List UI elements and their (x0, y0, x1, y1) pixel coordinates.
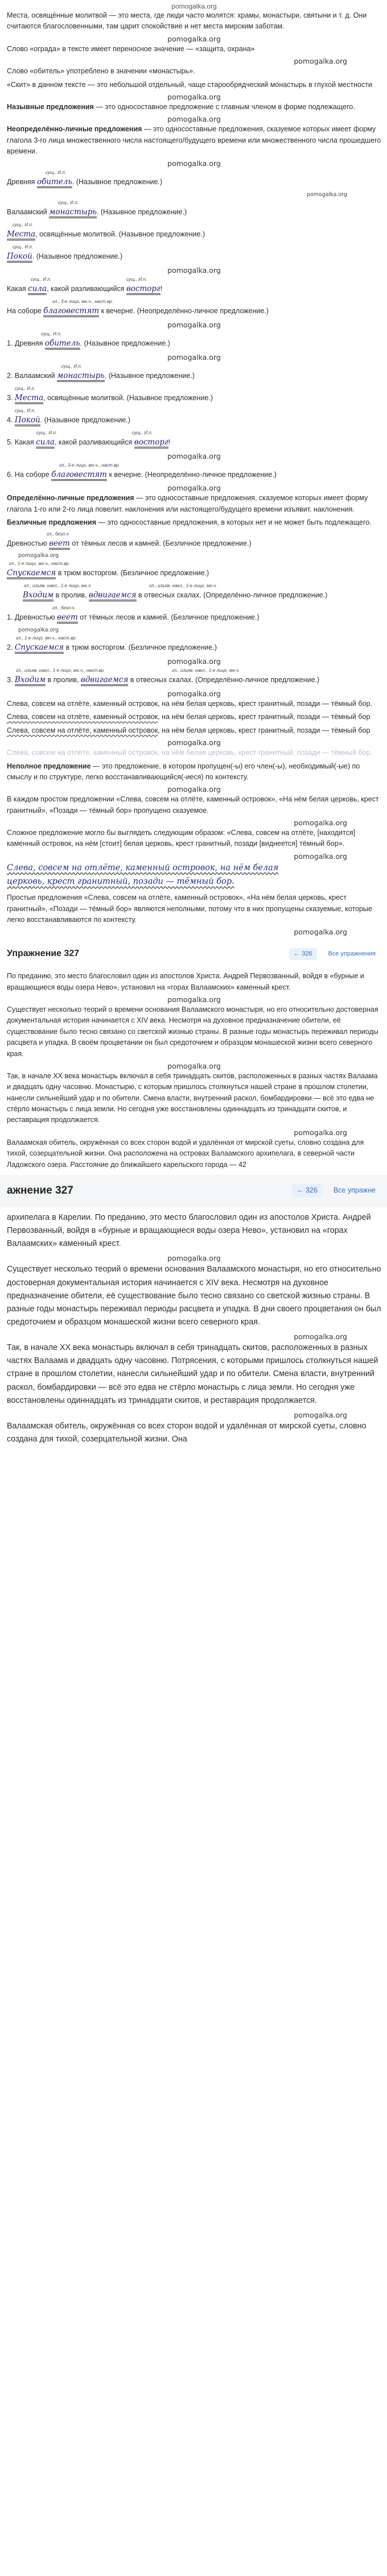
watermark: pomogalka.org (167, 995, 221, 1004)
sentence-text: к вечерне. (Неопределённо-личное предложение.) (107, 470, 277, 479)
sentence-text: Древностью (14, 613, 57, 622)
hand-sentence-a1 (7, 531, 381, 550)
predicate-word: благовестят (43, 306, 99, 317)
sentence-text: в отвесных скалах. (Определённо-личное предложение.) (128, 676, 320, 684)
subject-word: монастырь (57, 371, 105, 382)
watermark: pomogalka.org (294, 928, 347, 937)
typed-sentence-b1 (7, 605, 381, 624)
watermark: pomogalka.org (167, 266, 221, 275)
subject-word: Покой (7, 252, 32, 263)
sentence-text: от тёмных лесов и камней. (Безличное предложение.) (77, 613, 260, 622)
sentence-part: , на нём белая церковь, крест гранитный (158, 713, 293, 721)
sentence-part: Слева, совсем на отлёте, каменный островок (7, 726, 158, 734)
subject-word: Места (7, 230, 35, 240)
list-number: 2. (7, 371, 15, 380)
exercise-nav (289, 948, 380, 960)
subject-word: обитель (45, 339, 80, 350)
all-exercises-link[interactable]: Все упражне (333, 1186, 376, 1195)
sentence-text: к вечерне. (Неопределённо-личное предложение.) (99, 306, 269, 315)
sentence-text: , какой разливающийся (47, 285, 126, 293)
term: Определённо-личные предложения (7, 494, 134, 502)
definition-named (7, 102, 381, 113)
typed-sentence-4 (7, 408, 381, 426)
sentence-text: На соборе (14, 470, 52, 479)
paragraph: Слово «ограда» в тексте имеет переносное значение — «защита, охрана» (7, 44, 255, 53)
answer-paragraph: Существует несколько теорий о времени основания Валаамского монастыря, но его относительно достоверная документальная история начинается с XIV века. Несмотря на духовное предназначение обители, её существование было тесно связано со светской жизнью страны. В разные годы монастырь переживал периоды расцвета и упадка. В дни своего процветания он был средоточием и образцом монашеской жизни всего северного края. (7, 1265, 381, 1327)
grammar-annotation: сущ., И.п. (41, 331, 61, 336)
definition-text: — это предложение, в котором пропущен(-ы) его член(-ы), необходимый(-ые) по смыслу и по структуре, легко восстанавливающийся(-иеся) по контексту. (7, 762, 360, 781)
grammar-annotation: гл., безл.ч. (52, 605, 76, 611)
definition-text: — это односоставные предложения, сказуемое которых имеет форму глагола 3-го лица множественного числа настоящего/будущего времени или множественного числа прошедшего времени. (7, 125, 381, 155)
subject-word: сила (36, 438, 55, 448)
sentence-text: , освящённые молитвой. (Назывное предложение.) (35, 230, 205, 239)
grammar-annotation: гл., изъяв. накл., 1-е лицо, мн.ч. (172, 668, 240, 674)
handwritten-line: Слева, совсем на отлёте, каменный островок, на нём белая (7, 863, 279, 872)
all-exercises-link[interactable]: Все упражнения (328, 950, 376, 957)
typed-sentence-b2 (7, 635, 381, 654)
list-number: 4. (7, 416, 15, 424)
predicate-word: Спускаемся (7, 568, 56, 579)
sentence-text: . (Назывное предложение.) (96, 208, 187, 217)
hand-sentence-6 (7, 298, 381, 317)
definition-text: — это односоставные предложения, сказуемое которых имеет форму глагола 1-го или 2-го лица повелит. наклонения или настоящего/будущего времени изъявит. наклонения. (7, 494, 368, 513)
watermark: pomogalka.org (294, 1332, 347, 1341)
subject-word: Места (15, 393, 43, 404)
definition-definite-personal (7, 493, 381, 515)
paragraph: Слева, совсем на отлёте, каменный островок, на нём белая церковь, крест гранитный, позади — тёмный бор. (7, 700, 372, 708)
answer-paragraph: Так, в начале XX века монастырь включал в себя тринадцать скитов, расположенных в разных частях Валаама и двадцать одну часовню. Монастырю, с которым пришлось столкнуться нашей стране в прошлом столетии, нанесли сильнейший удар и по обители. Смена власти, внутренний раскол, бомбардировки — всё это едва не стёрло монастырь с лица земли. Но сегодня уже восстановлены одиннадцать из тринадцати скитов, и реставрация продолжается. (7, 1071, 378, 1124)
hand-sentence-3 (7, 222, 381, 240)
answer-paragraph: По преданию, это место благословил один из апостолов Христа. Андрей Первозванный, войдя в «бурные и вращающиеся воды озера Нево», установил на «горах Валаамских» каменный крест. (7, 972, 364, 991)
handwritten-sentence (7, 861, 381, 889)
answer-paragraph: Валаамская обитель, окружённая со всех сторон водой и удалённая от мирской суеты, словно создана для тихой, созерцательной жизни. Она расположена на островах Валаамского архипелага, в северной части Ладожского озера. Расстояние до ближайшего карельского города — 42 (7, 1138, 364, 1169)
sentence-text: в отвесных скалах. (Определённо-личное предложение.) (136, 591, 328, 600)
term: Неполное предложение (7, 762, 91, 770)
watermark: pomogalka.org (18, 552, 59, 559)
paragraph: Слово «обитель» употреблено в значении «монастырь». (7, 67, 195, 76)
definition-incomplete (7, 761, 381, 783)
grammar-annotation: сущ., И.п. (13, 244, 33, 250)
grammar-annotation: гл., безл.ч. (47, 531, 70, 537)
sentence-text: Валаамский (7, 208, 50, 217)
prev-exercise-button[interactable]: ← 326 (292, 1184, 322, 1197)
sentence-part: , позади — тёмный бор (293, 726, 370, 734)
top-watermark: pomogalka.org (171, 2, 217, 10)
grammar-annotation: сущ., И.п. (61, 363, 82, 369)
indent (7, 591, 23, 599)
hand-sentence-5 (7, 276, 381, 295)
list-number: 2. (7, 643, 15, 652)
typed-sentence-6 (7, 462, 381, 481)
predicate-word: Спускаемся (15, 643, 64, 654)
paragraph: Простые предложения «Слева, совсем на отлёте, каменный островок», «На нём белая церковь, крест гранитный», «Позади — тёмный бор» являются неполными, потому что в них пропущены сказуемые, которые легко восстанавливаются по контексту. (7, 894, 372, 924)
term: Неопределённо-личные предложения (7, 125, 142, 134)
prev-exercise-button[interactable]: ← 326 (289, 948, 316, 960)
answer-paragraph: Валаамская обитель, окружённая со всех сторон водой и удалённая от мирской суеты, словно создана для тихой, созерцательной жизни. Она (7, 1421, 367, 1444)
list-number: 5. (7, 438, 15, 446)
grammar-annotation: гл., изъяв. накл., 1-е лицо, мн.ч. (149, 583, 217, 589)
predicate-word: веет (57, 613, 78, 624)
hand-sentence-1 (7, 169, 381, 188)
exercise-title: ажнение 327 (7, 1185, 73, 1197)
watermark: pomogalka.org (294, 1128, 347, 1137)
watermark: pomogalka.org (167, 320, 221, 329)
predicate-word: Входим (15, 675, 46, 686)
sentence-part: , позади — тёмный бор (293, 713, 370, 721)
sentence-text: в пролив, (53, 591, 89, 600)
grammar-annotation: гл., изъяв. накл., 1-е лицо, мн.ч. (24, 583, 92, 589)
grammar-annotation: гл., 1-е лицо, мн.ч., наст.вр. (9, 561, 70, 567)
definition-indefinite (7, 124, 381, 157)
grammar-annotation: сущ., И.п. (46, 170, 66, 176)
grammar-annotation: сущ., И.п. (15, 408, 35, 413)
grammar-annotation: сущ., И.п. (36, 430, 57, 435)
watermark: pomogalka.org (294, 818, 347, 828)
typed-sentence-3 (7, 385, 381, 404)
watermark: pomogalka.org (167, 159, 221, 168)
faint-text: Слева, совсем на отлёте, каменный островок, на нём белая церковь, крест гранитный, позади — тёмный бор. (7, 749, 372, 757)
watermark: pomogalka.org (167, 92, 221, 101)
answer-zoomed (7, 1211, 381, 1446)
predicate-word: благовестят (51, 470, 107, 481)
predicate-word: веет (49, 539, 70, 550)
paragraph: «Скит» в данном тексте — это небольшой отдельный, чаще старообрядческий монастырь в глухой местности (7, 80, 372, 89)
watermark: pomogalka.org (167, 484, 221, 493)
definition-impersonal (7, 517, 381, 528)
sentence-text: Древняя (7, 178, 37, 186)
typed-sentence-2 (7, 363, 381, 382)
definition-text: — это односоставное предложение с главным членом в форме подлежащего. (93, 102, 355, 111)
paragraph: В каждом простом предложении «Слева, совсем на отлёте, каменный островок», «На нём белая церковь, крест гранитный», «Позади — тёмный бор» пропущено сказуемое. (7, 795, 379, 815)
grammar-annotation: сущ., И.п. (31, 277, 51, 282)
watermark: pomogalka.org (167, 34, 221, 43)
sentence-text: Какая (14, 438, 36, 446)
answer-paragraph: Так, в начале XX века монастырь включал в себя тринадцать скитов, расположенных в разных частях Валаама и двадцать одну часовню. Потрясения, с которыми пришлось столкнуться нашей стране в прошлом столетии, нанесли сильнейший удар и по обители. Смена власти, внутренний раскол, бомбардировки — всё это едва не стёрло монастырь с лица земли. Но сегодня уже восстановлены одиннадцать из тринадцати скитов, и реставрация продолжается. (7, 1343, 378, 1405)
watermark: pomogalka.org (18, 627, 59, 634)
marked-sentence-2 (7, 725, 381, 736)
list-number: 1. (7, 339, 15, 347)
sentence-text: . (Назывное предложение.) (72, 178, 163, 186)
grammar-annotation: сущ., И.п. (15, 385, 35, 391)
sentence-text: На соборе (7, 306, 44, 315)
answer-paragraph: Существует несколько теорий о времени основания Валаамского монастыря, но его относительно достоверная документальная история начинается с XIV века. Несмотря на духовное предназначение обители, её существование было тесно связано со светской жизнью страны. В разные годы монастырь переживал периоды расцвета и упадка. В своём процветании он был средоточием и образцом монашеской жизни всего северного края. (7, 1006, 378, 1058)
watermark: pomogalka.org (167, 1061, 221, 1070)
sentence-text: в трюм восторгом. (Безличное предложение.) (56, 569, 209, 577)
sentence-text: ! (160, 285, 163, 293)
grammar-annotation: гл., 1-е лицо, мн.ч., наст.вр. (16, 635, 77, 641)
watermark: pomogalka.org (167, 689, 221, 699)
sentence-text: . (Назывное предложение.) (80, 339, 170, 347)
exercise-title: Упражнение 327 (7, 948, 80, 958)
typed-sentence-b3 (7, 667, 381, 686)
sentence-text: в трюм восторгом. (Безличное предложение.) (64, 643, 217, 652)
sentence-text: . (Назывное предложение.) (40, 416, 131, 424)
watermark: pomogalka.org (294, 1410, 347, 1419)
answer-paragraph: архипелага в Карелии. По преданию, это место благословил один из апостолов Христа. Андрей Первозванный, войдя в «бурные и вращающиеся воды озера Нево», установил на «горах Валаамских» каменный крест. (7, 1212, 371, 1249)
subject-word: восторг (134, 438, 168, 448)
watermark: pomogalka.org (167, 738, 221, 747)
watermark: pomogalka.org (167, 1254, 221, 1263)
watermark: pomogalka.org (294, 57, 347, 66)
hand-sentence-4 (7, 244, 381, 263)
hand-sentence-2 (7, 200, 381, 218)
sentence-text: ! (168, 438, 171, 446)
sentence-text: , какой разливающийся (54, 438, 134, 446)
watermark: pomogalka.org (167, 352, 221, 362)
grammar-annotation: гл., 3-е лицо, мн.ч., наст.вр. (52, 298, 113, 304)
sentence-text: . (Назывное предложение.) (32, 252, 123, 261)
exercise-header (0, 941, 387, 966)
sentence-text: Какая (7, 285, 28, 293)
sentence-part: Слева, совсем на отлёте, каменный островок (7, 713, 158, 721)
watermark: pomogalka.org (306, 192, 347, 198)
sentence-text: Древняя (14, 339, 45, 347)
grammar-annotation: сущ., И.п. (132, 430, 153, 435)
subject-word: монастырь (49, 207, 97, 218)
term: Безличные предложения (7, 518, 97, 527)
exercise-header-zoomed (0, 1175, 387, 1207)
term: Назывные предложения (7, 102, 94, 111)
subject-word: восторг (126, 284, 160, 295)
subject-word: обитель (37, 177, 72, 188)
predicate-word: Входим (23, 591, 53, 601)
exercise-nav (292, 1184, 380, 1197)
list-number: 6. (7, 470, 15, 479)
hand-sentence-a2 (7, 560, 381, 579)
grammar-annotation: сущ., И.п. (13, 222, 33, 228)
watermark: pomogalka.org (167, 451, 221, 460)
sentence-text: в пролив, (46, 676, 81, 684)
handwritten-line: церковь, крест гранитный, позади — тёмный бор. (7, 877, 234, 887)
watermark: pomogalka.org (167, 657, 221, 666)
definition-text: — это односоставные предложения, в которых нет и не может быть подлежащего. (96, 518, 372, 527)
sentence-text: . (Назывное предложение.) (104, 371, 195, 380)
paragraph: Места, освящённые молитвой — это места, где люди часто молятся: храмы, монастыри, святыни и т. д. Они считаются благословенными, там царит спокойствие и нет места мирским заботам. (7, 11, 367, 31)
grammar-annotation: гл., изъяв. накл., 1-е лицо, мн.ч., наст.вр. (16, 668, 105, 674)
list-number: 3. (7, 676, 15, 684)
typed-sentence-5 (7, 430, 381, 448)
typed-sentence-1 (7, 331, 381, 350)
sentence-part: , на нём белая церковь, крест гранитный (158, 726, 293, 734)
hand-sentence-a3 (7, 583, 381, 601)
subject-word: сила (28, 284, 47, 295)
sentence-text: Древностью (7, 539, 50, 547)
watermark: pomogalka.org (294, 851, 347, 861)
list-number: 1. (7, 613, 15, 622)
sentence-text: Валаамский (14, 371, 57, 380)
sentence-text: , освящённые молитвой. (Назывное предложение.) (43, 393, 213, 402)
watermark: pomogalka.org (167, 785, 221, 794)
predicate-word: вдвигаемся (81, 675, 129, 686)
sentence-text: от тёмных лесов и камней. (Безличное предложение.) (69, 539, 252, 547)
subject-word: Покой (15, 416, 40, 426)
marked-sentence (7, 712, 381, 722)
predicate-word: вдвигаемся (89, 591, 137, 601)
grammar-annotation: сущ., И.п. (126, 277, 147, 282)
list-number: 3. (7, 393, 15, 402)
paragraph: Сложное предложение могло бы выглядеть следующим образом: «Слева, совсем на отлёте, [находится] каменный островок, на нём [стоит] белая церковь, крест гранитный, позади [виднеется] тёмный бор». (7, 829, 356, 848)
grammar-annotation: сущ., И.п. (58, 200, 79, 206)
grammar-annotation: гл., 3-е лицо, мн.ч., наст.вр. (59, 462, 120, 468)
watermark: pomogalka.org (167, 115, 221, 124)
